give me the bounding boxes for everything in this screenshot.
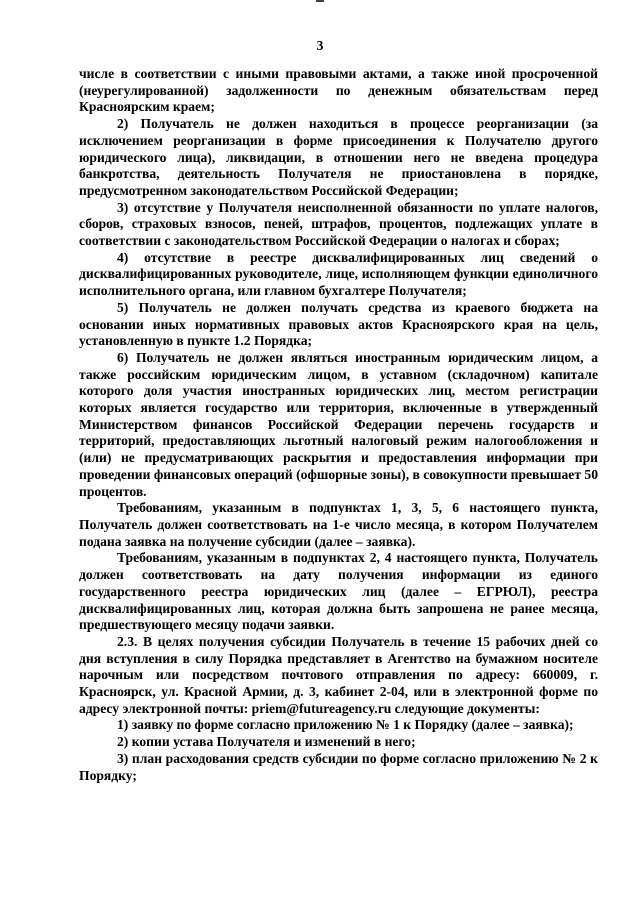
paragraph: 2) Получатель не должен находиться в процессе реорганизации (за исключением реорганизации в форме присоединения к Получателю другого юридического лица), ликвидации, в отношении него не введена процедура банкротства, деятельность Получателя не приостановлена в порядке, предусмотренном законодательством Российской Федерации;: [79, 116, 598, 198]
paragraph: 1) заявку по форме согласно приложению № 1 к Порядку (далее – заявка);: [117, 717, 574, 733]
paragraph: Требованиям, указанным в подпунктах 2, 4 настоящего пункта, Получатель должен соответствовать на дату получения информации из единого государственного реестра юридических лиц (далее – ЕГРЮЛ), реестра дисквалифицированных лиц, которая должна быть запрошена не ранее месяца, предшествующего месяцу подачи заявки.: [79, 550, 598, 633]
paragraph: числе в соответствии с иными правовыми актами, а также иной просроченной (неурегулированной) задолженности по денежным обязательствам перед Красноярским краем;: [79, 66, 598, 115]
paragraph: 3) план расходования средств субсидии по форме согласно приложению № 2 к Порядку;: [79, 750, 598, 783]
document-body: [79, 66, 598, 784]
paragraph: 2) копии устава Получателя и изменений в него;: [117, 734, 416, 750]
paragraph: 4) отсутствие в реестре дисквалифицированных лиц сведений о дисквалифицированных руководителе, лице, исполняющем функции единоличного исполнительного органа, или главном бухгалтере Получателя;: [79, 249, 598, 299]
paragraph: Требованиям, указанным в подпунктах 1, 3, 5, 6 настоящего пункта, Получатель должен соответствовать на 1-е число месяца, в котором Получателем подана заявка на получение субсидии (далее – заявка).: [79, 500, 598, 549]
page-number: 3: [316, 38, 324, 53]
paragraph: 2.3. В целях получения субсидии Получатель в течение 15 рабочих дней со дня вступления в силу Порядка представляет в Агентство на бумажном носителе нарочным или посредством почтового отправления по адресу: 660009, г. Красноярск, ул. Красной Армии, д. 3, кабинет 2-04, или в электронной форме по адресу электронной почты: priem@futureagency.ru следующие документы:: [79, 633, 598, 716]
paragraph: 6) Получатель не должен являться иностранным юридическим лицом, а также российским юридическим лицом, в уставном (складочном) капитале которого доля участия иностранных юридических лиц, местом регистрации которых является государство или территория, включенные в утвержденный Министерством финансов Российской Федерации перечень государств и территорий, предоставляющих льготный налоговый режим налогообложения и (или) не предусматривающих раскрытия и предоставления информации при проведении финансовых операций (офшорные зоны), в совокупности превышает 50 процентов.: [79, 349, 598, 499]
paragraph: 3) отсутствие у Получателя неисполненной обязанности по уплате налогов, сборов, страховых взносов, пеней, штрафов, процентов, подлежащих уплате в соответствии с законодательством Российской Федерации о налогах и сборах;: [79, 199, 598, 249]
paragraph: 5) Получатель не должен получать средства из краевого бюджета на основании иных нормативных правовых актов Красноярского края на цель, установленную в пункте 1.2 Порядка;: [79, 299, 598, 349]
scan-mark: [316, 0, 324, 2]
